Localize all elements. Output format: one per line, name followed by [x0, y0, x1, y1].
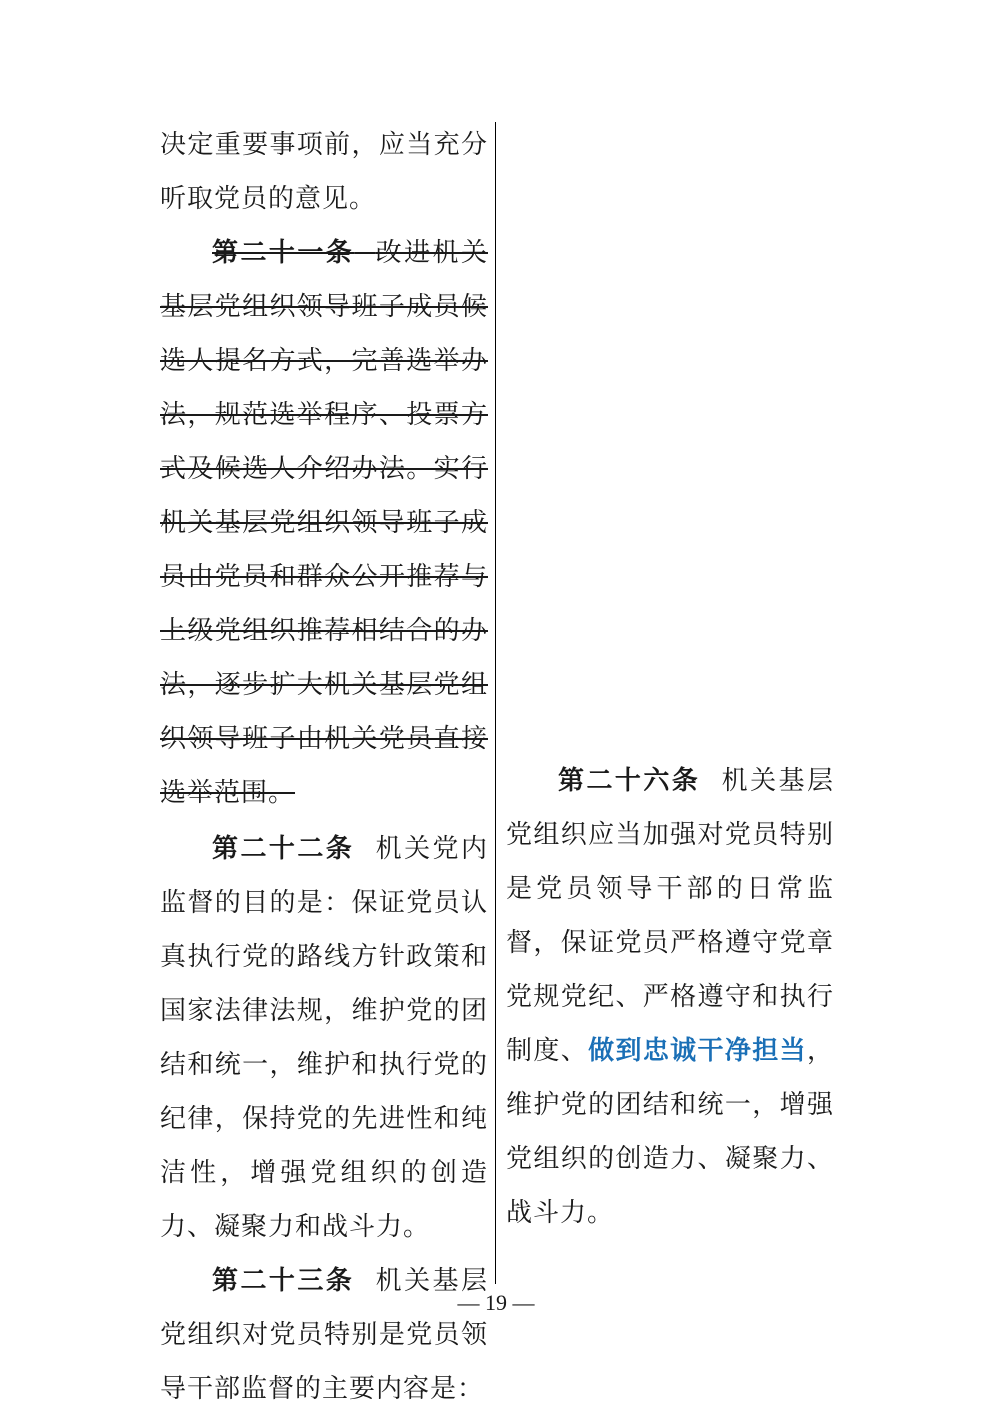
left-column: [160, 118, 488, 1416]
article-21: [160, 226, 488, 820]
article-23-body: 机关基层党组织对党员特别是党员领导干部监督的主要内容是：: [160, 1266, 488, 1404]
article-22: [160, 822, 488, 1254]
article-23-heading: 第二十三条: [212, 1266, 355, 1296]
column-divider: [495, 122, 496, 1284]
page-number: — 19 —: [457, 1290, 535, 1315]
article-21-body: 改进机关基层党组织领导班子成员候选人提名方式，完善选举办法，规范选举程序、投票方式及候选人介绍办法。实行机关基层党组织领导班子成员由党员和群众公开推荐与上级党组织推荐相结合的办法，逐步扩大机关基层党组织领导班子由机关党员直接选举范围。: [160, 238, 488, 808]
article-21-heading: 第二十一条: [212, 238, 355, 268]
article-22-body: 机关党内监督的目的是：保证党员认真执行党的路线方针政策和国家法律法规，维护党的团结和统一，维护和执行党的纪律，保持党的先进性和纯洁性，增强党组织的创造力、凝聚力和战斗力。: [160, 834, 488, 1242]
article-26-heading: 第二十六条: [558, 766, 701, 796]
article-26-body-end: ，维护党的团结和统一，增强党组织的创造力、凝聚力、战斗力。: [506, 1036, 834, 1228]
article-23: [160, 1254, 488, 1416]
article-26: [506, 754, 834, 1240]
article-26-body-start: 机关基层党组织应当加强对党员特别是党员领导干部的日常监督，保证党员严格遵守党章党规党纪、严格遵守和执行制度、: [506, 766, 834, 1066]
intro-paragraph: 决定重要事项前，应当充分听取党员的意见。: [160, 130, 488, 214]
article-26-highlight: 做到忠诚干净担当: [588, 1036, 807, 1066]
right-column: [506, 754, 834, 1240]
article-22-heading: 第二十二条: [212, 834, 355, 864]
